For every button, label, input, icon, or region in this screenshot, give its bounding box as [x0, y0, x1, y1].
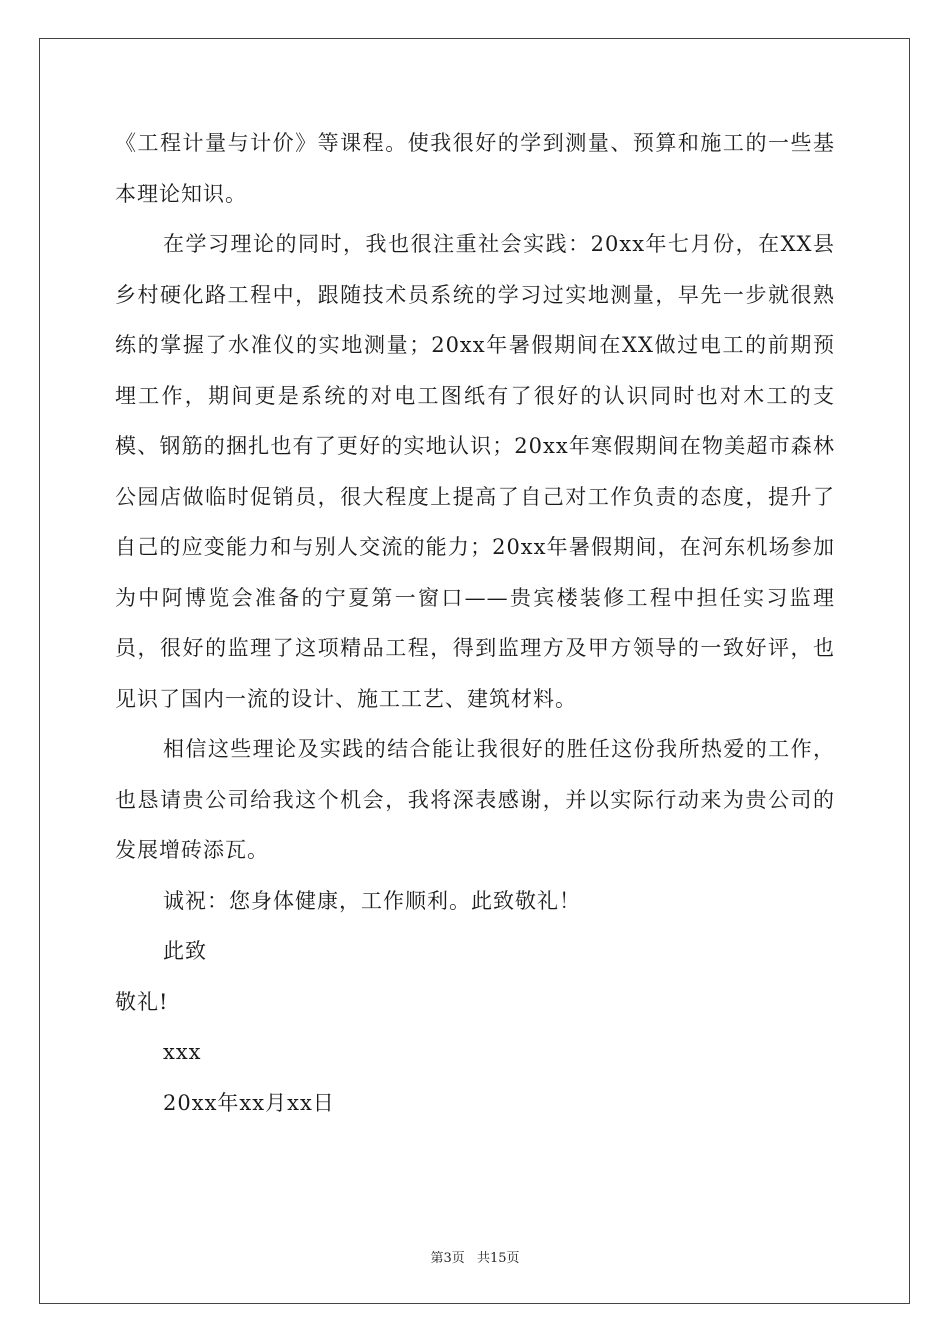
paragraph-practice: 在学习理论的同时，我也很注重社会实践：20xx年七月份，在XX县乡村硬化路工程中，跟随技术员系统的学习过实地测量，早先一步就很熟练的掌握了水准仪的实地测量；20xx年暑假期间在XX做过电工的前期预埋工作，期间更是系统的对电工图纸有了很好的认识同时也对木工的支模、钢筋的捆扎也有了更好的实地认识；20xx年寒假期间在物美超市森林公园店做临时促销员，很大程度上提高了自己对工作负责的态度，提升了自己的应变能力和与别人交流的能力；20xx年暑假期间，在河东机场参加为中阿博览会准备的宁夏第一窗口——贵宾楼装修工程中担任实习监理员，很好的监理了这项精品工程，得到监理方及甲方领导的一致好评，也见识了国内一流的设计、施工工艺、建筑材料。 — [115, 232, 835, 711]
closing-line: 此致 — [163, 939, 207, 963]
paragraph-wishes: 诚祝：您身体健康，工作顺利。此致敬礼！ — [163, 888, 581, 913]
page-number: 第3页 — [430, 1251, 465, 1266]
paragraph-request: 相信这些理论及实践的结合能让我很好的胜任这份我所热爱的工作，也恳请贵公司给我这个机会，我将深表感谢，并以实际行动来为贵公司的发展增砖添瓦。 — [115, 737, 835, 862]
signature: xxx — [163, 1040, 202, 1064]
paragraph-courses: 《工程计量与计价》等课程。使我很好的学到测量、预算和施工的一些基本理论知识。 — [115, 131, 835, 206]
date-line: 20xx年xx月xx日 — [163, 1090, 335, 1115]
page-footer — [0, 1247, 950, 1266]
salute-line: 敬礼! — [115, 989, 169, 1014]
page-total: 共15页 — [476, 1251, 520, 1266]
document-body — [115, 118, 835, 1128]
